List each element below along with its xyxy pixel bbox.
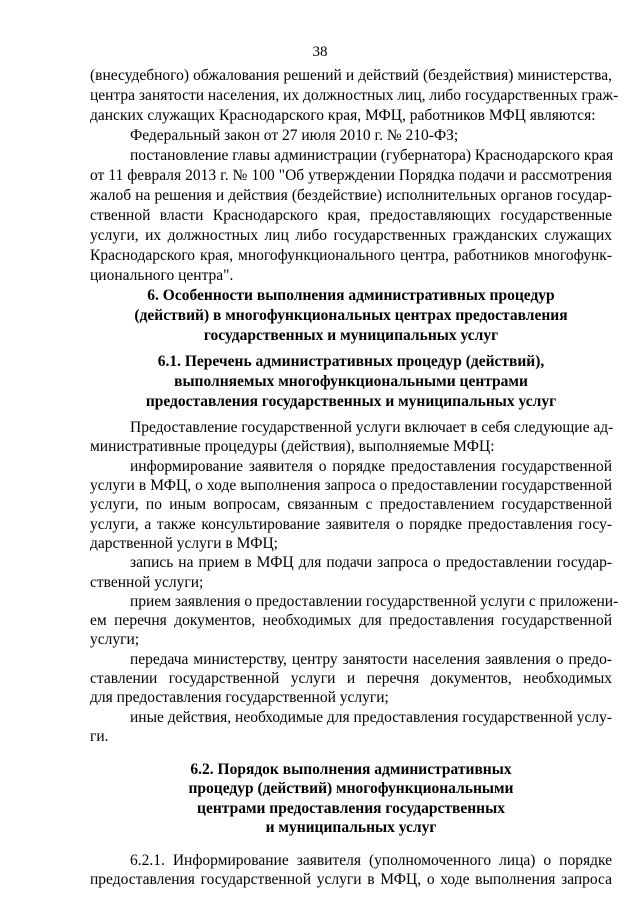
text-line: от 11 февраля 2013 г. № 100 "Об утверждении Порядка подачи и рассмотрения: [90, 167, 612, 184]
text-line: информирование заявителя о порядке предоставления государственной: [130, 458, 612, 475]
text-line: ционального центра".: [90, 267, 234, 284]
text-line: данских служащих Краснодарского края, МФЦ, работников МФЦ являются:: [90, 107, 596, 124]
text-line: 6.2.1. Информирование заявителя (уполномоченного лица) о порядке: [130, 852, 612, 869]
text-line: ги.: [90, 728, 109, 745]
text-line: услуги;: [90, 631, 140, 648]
text-line: (внесудебного) обжалования решений и действий (бездействия) министерства,: [90, 67, 612, 84]
text-line: ставлении государственной услуги и перечня документов, необходимых: [90, 670, 612, 687]
subsection-heading: 6.1. Перечень административных процедур (действий),: [157, 353, 545, 370]
text-line: Предоставление государственной услуги включает в себя следующие ад-: [130, 419, 614, 436]
text-line: услуги, а также консультирование заявителя о порядке предоставления госу-: [90, 516, 612, 533]
subsection-heading: предоставления государственных и муниципальных услуг: [145, 393, 557, 410]
text-line: ственной власти Краснодарского края, предоставляющих государственные: [90, 207, 612, 224]
subsection-heading: 6.2. Порядок выполнения административных: [190, 761, 512, 778]
section-heading: государственных и муниципальных услуг: [203, 327, 499, 344]
text-line: министративные процедуры (действия), выполняемые МФЦ:: [90, 438, 495, 455]
text-line: дарственной услуги в МФЦ;: [90, 535, 278, 552]
text-line: жалоб на решения и действия (бездействие) исполнительных органов государ-: [90, 187, 612, 204]
subsection-heading: выполняемых многофункциональными центрами: [174, 373, 528, 390]
section-heading: 6. Особенности выполнения административных процедур: [147, 287, 555, 304]
subsection-heading: процедур (действий) многофункциональными: [188, 780, 514, 797]
subsection-heading: центрами предоставления государственных: [197, 800, 505, 817]
text-line: Краснодарского края, многофункционального центра, работников многофунк-: [90, 247, 612, 264]
text-line: центра занятости населения, их должностных лиц, либо государственных граж-: [90, 87, 619, 104]
text-line: Федеральный закон от 27 июля 2010 г. № 210-ФЗ;: [130, 127, 459, 144]
text-line: для предоставления государственной услуги;: [90, 689, 389, 706]
text-line: ем перечня документов, необходимых для предоставления государственной: [90, 612, 612, 629]
text-line: иные действия, необходимые для предоставления государственной услу-: [130, 709, 612, 726]
text-line: постановление главы администрации (губернатора) Краснодарского края: [130, 147, 614, 164]
text-line: услуги, их должностных лиц либо государственных гражданских служащих: [90, 227, 612, 244]
text-line: предоставления государственной услуги в МФЦ, о ходе выполнения запроса: [90, 871, 612, 888]
text-line: ственной услуги;: [90, 574, 204, 591]
page-number: 38: [312, 44, 328, 60]
section-heading: (действий) в многофункциональных центрах предоставления: [134, 307, 568, 324]
subsection-heading: и муниципальных услуг: [265, 819, 437, 836]
text-line: услуги, по иным вопросам, связанным с предоставлением государственной: [90, 496, 612, 513]
text-line: передача министерству, центру занятости населения заявления о предо-: [130, 651, 612, 668]
text-line: прием заявления о предоставлении государственной услуги с приложени-: [130, 593, 619, 610]
text-line: запись на прием в МФЦ для подачи запроса о предоставлении государ-: [130, 554, 612, 571]
text-line: услуги в МФЦ, о ходе выполнения запроса о предоставлении государственной: [90, 477, 612, 494]
